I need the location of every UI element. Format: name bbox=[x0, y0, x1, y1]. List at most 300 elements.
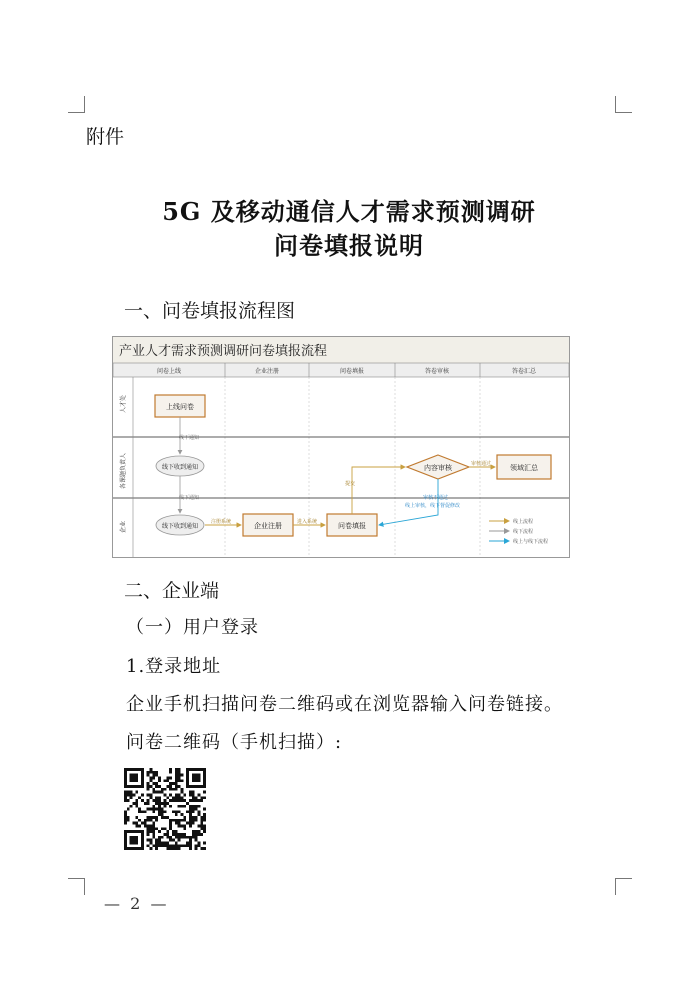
qr-module bbox=[127, 816, 130, 819]
qr-module bbox=[166, 847, 169, 850]
qr-module bbox=[149, 816, 152, 819]
qr-module bbox=[147, 808, 150, 811]
col-header-register: 企业注册 bbox=[254, 368, 280, 375]
qr-module bbox=[175, 810, 178, 813]
qr-module bbox=[175, 836, 178, 839]
qr-module bbox=[169, 847, 172, 850]
qr-module bbox=[166, 830, 169, 833]
qr-module bbox=[152, 816, 155, 819]
lane-label-lead: 各课题负责人 bbox=[120, 452, 127, 489]
qr-module bbox=[175, 833, 178, 836]
qr-module bbox=[178, 810, 181, 813]
qr-module bbox=[158, 839, 161, 842]
qr-module bbox=[144, 825, 147, 828]
qr-module bbox=[186, 802, 189, 805]
qr-module bbox=[152, 788, 155, 791]
qr-module bbox=[181, 799, 184, 802]
qr-module bbox=[141, 822, 144, 825]
qr-module bbox=[198, 830, 201, 833]
qr-module bbox=[169, 822, 172, 825]
qr-module bbox=[181, 788, 184, 791]
qr-module bbox=[135, 816, 138, 819]
qr-module bbox=[147, 771, 150, 774]
qr-module bbox=[166, 785, 169, 788]
flowchart bbox=[112, 336, 570, 558]
qr-module bbox=[161, 844, 164, 847]
qr-module bbox=[155, 782, 158, 785]
qr-module bbox=[135, 805, 138, 808]
qr-module bbox=[144, 822, 147, 825]
qr-module bbox=[183, 836, 186, 839]
qr-module bbox=[149, 785, 152, 788]
qr-module bbox=[147, 816, 150, 819]
qr-module bbox=[186, 836, 189, 839]
qr-module bbox=[149, 825, 152, 828]
qr-module bbox=[195, 796, 198, 799]
qr-module bbox=[178, 785, 181, 788]
qr-module bbox=[166, 836, 169, 839]
qr-module bbox=[203, 825, 206, 828]
qr-module bbox=[178, 805, 181, 808]
qr-module bbox=[164, 827, 167, 830]
qr-module bbox=[152, 782, 155, 785]
qr-module bbox=[124, 793, 127, 796]
edge-label-offline1: 线下通知 bbox=[179, 435, 200, 441]
col-header-review: 答卷审核 bbox=[424, 368, 450, 375]
qr-module bbox=[135, 799, 138, 802]
qr-finder bbox=[130, 774, 138, 782]
corner-mark-bottom-right bbox=[615, 878, 632, 895]
qr-module bbox=[138, 810, 141, 813]
qr-module bbox=[166, 842, 169, 845]
qr-module bbox=[158, 844, 161, 847]
qr-module bbox=[149, 819, 152, 822]
qr-module bbox=[178, 793, 181, 796]
qr-module bbox=[141, 799, 144, 802]
qr-module bbox=[178, 839, 181, 842]
qr-module bbox=[149, 839, 152, 842]
qr-module bbox=[192, 819, 195, 822]
qr-module bbox=[189, 839, 192, 842]
qr-module bbox=[183, 805, 186, 808]
qr-module bbox=[164, 842, 167, 845]
qr-module bbox=[175, 822, 178, 825]
qr-module bbox=[192, 830, 195, 833]
qr-module bbox=[203, 847, 206, 850]
qr-module bbox=[169, 827, 172, 830]
qr-module bbox=[178, 774, 181, 777]
qr-module bbox=[152, 799, 155, 802]
qr-module bbox=[158, 791, 161, 794]
qr-module bbox=[189, 791, 192, 794]
qr-module bbox=[124, 813, 127, 816]
qr-module bbox=[155, 771, 158, 774]
qr-module bbox=[186, 844, 189, 847]
qr-module bbox=[181, 836, 184, 839]
qr-module bbox=[152, 827, 155, 830]
qr-module bbox=[158, 842, 161, 845]
qr-module bbox=[169, 768, 172, 771]
qr-module bbox=[124, 796, 127, 799]
qr-module bbox=[161, 813, 164, 816]
qr-module bbox=[152, 830, 155, 833]
qr-module bbox=[172, 830, 175, 833]
qr-module bbox=[203, 842, 206, 845]
qr-module bbox=[164, 788, 167, 791]
qr-module bbox=[192, 836, 195, 839]
qr-module bbox=[203, 796, 206, 799]
qr-module bbox=[192, 810, 195, 813]
qr-module bbox=[172, 796, 175, 799]
qr-module bbox=[186, 822, 189, 825]
qr-module bbox=[169, 771, 172, 774]
qr-module bbox=[130, 796, 133, 799]
qr-module bbox=[169, 819, 172, 822]
qr-module bbox=[203, 813, 206, 816]
qr-module bbox=[149, 771, 152, 774]
qr-module bbox=[135, 791, 138, 794]
qr-module bbox=[181, 779, 184, 782]
qr-module bbox=[138, 825, 141, 828]
qr-module bbox=[149, 793, 152, 796]
qr-module bbox=[178, 771, 181, 774]
qr-module bbox=[203, 791, 206, 794]
qr-module bbox=[164, 793, 167, 796]
qr-module bbox=[178, 836, 181, 839]
qr-module bbox=[195, 816, 198, 819]
qr-module bbox=[166, 779, 169, 782]
qr-module bbox=[175, 847, 178, 850]
qr-module bbox=[132, 822, 135, 825]
qr-module bbox=[172, 782, 175, 785]
edge-fill-review bbox=[352, 467, 405, 514]
qr-module bbox=[124, 799, 127, 802]
qr-module bbox=[155, 774, 158, 777]
qr-module bbox=[152, 774, 155, 777]
qr-module bbox=[181, 844, 184, 847]
qr-module bbox=[152, 833, 155, 836]
qr-module bbox=[144, 819, 147, 822]
qr-module bbox=[166, 816, 169, 819]
qr-module bbox=[124, 819, 127, 822]
qr-module bbox=[172, 847, 175, 850]
qr-module bbox=[164, 844, 167, 847]
qr-module bbox=[175, 819, 178, 822]
qr-module bbox=[164, 805, 167, 808]
qr-module bbox=[132, 793, 135, 796]
qr-module bbox=[203, 827, 206, 830]
qr-module bbox=[189, 810, 192, 813]
qr-module bbox=[198, 844, 201, 847]
qr-module bbox=[124, 822, 127, 825]
qr-module bbox=[195, 833, 198, 836]
paragraph-instruction: 企业手机扫描问卷二维码或在浏览器输入问卷链接。 bbox=[126, 694, 563, 715]
legend-mixed: 线上与线下流程 bbox=[513, 539, 549, 545]
qr-module bbox=[192, 793, 195, 796]
qr-module bbox=[195, 799, 198, 802]
qr-module bbox=[147, 825, 150, 828]
paragraph-qr-label: 问卷二维码（手机扫描）: bbox=[126, 732, 343, 753]
qr-module bbox=[192, 791, 195, 794]
edge-review-fill bbox=[379, 479, 438, 525]
attachment-label: 附件 bbox=[86, 126, 125, 148]
qr-module bbox=[169, 782, 172, 785]
qr-module bbox=[124, 791, 127, 794]
qr-module bbox=[198, 842, 201, 845]
qr-module bbox=[152, 822, 155, 825]
qr-module bbox=[181, 813, 184, 816]
qr-module bbox=[152, 805, 155, 808]
qr-module bbox=[178, 779, 181, 782]
qr-module bbox=[166, 776, 169, 779]
qr-module bbox=[186, 842, 189, 845]
edge-label-fail: 审核不通过 bbox=[423, 495, 449, 501]
qr-module bbox=[175, 830, 178, 833]
qr-module bbox=[169, 805, 172, 808]
qr-module bbox=[189, 822, 192, 825]
qr-module bbox=[155, 819, 158, 822]
qr-module bbox=[189, 836, 192, 839]
qr-module bbox=[178, 799, 181, 802]
qr-finder bbox=[192, 774, 200, 782]
qr-module bbox=[158, 796, 161, 799]
qr-module bbox=[149, 827, 152, 830]
qr-module bbox=[132, 802, 135, 805]
qr-module bbox=[192, 822, 195, 825]
node-notify-lead-label: 线下收到通知 bbox=[161, 464, 199, 471]
qr-module bbox=[147, 844, 150, 847]
qr-module bbox=[169, 776, 172, 779]
qr-module bbox=[147, 830, 150, 833]
edge-label-offline2: 线下通知 bbox=[179, 495, 200, 501]
lane-label-enterprise: 企业 bbox=[120, 520, 127, 533]
qr-module bbox=[161, 827, 164, 830]
section2-heading: 二、企业端 bbox=[124, 580, 220, 602]
qr-module bbox=[144, 802, 147, 805]
qr-module bbox=[183, 833, 186, 836]
qr-module bbox=[175, 844, 178, 847]
node-register-label: 企业注册 bbox=[254, 522, 282, 530]
node-review-label: 内容审核 bbox=[424, 464, 452, 472]
qr-module bbox=[195, 830, 198, 833]
qr-module bbox=[200, 827, 203, 830]
qr-module bbox=[147, 793, 150, 796]
qr-module bbox=[149, 796, 152, 799]
qr-module bbox=[158, 779, 161, 782]
qr-module bbox=[155, 844, 158, 847]
qr-module bbox=[175, 785, 178, 788]
qr-module bbox=[147, 827, 150, 830]
qr-module bbox=[127, 799, 130, 802]
node-launch-label: 上线问卷 bbox=[166, 403, 194, 411]
qr-module bbox=[181, 791, 184, 794]
qr-module bbox=[178, 833, 181, 836]
qr-module bbox=[130, 793, 133, 796]
qr-module bbox=[195, 844, 198, 847]
corner-mark-top-right bbox=[615, 96, 632, 113]
qr-finder bbox=[130, 836, 138, 844]
qr-module bbox=[181, 819, 184, 822]
qr-module bbox=[195, 805, 198, 808]
qr-module bbox=[172, 819, 175, 822]
qr-module bbox=[155, 799, 158, 802]
qr-module bbox=[158, 802, 161, 805]
qr-module bbox=[164, 799, 167, 802]
edge-label-enter-sys: 进入系统 bbox=[297, 519, 318, 525]
qr-module bbox=[200, 822, 203, 825]
qr-module bbox=[189, 813, 192, 816]
qr-module bbox=[127, 819, 130, 822]
qr-module bbox=[175, 776, 178, 779]
qr-module bbox=[149, 808, 152, 811]
qr-module bbox=[192, 805, 195, 808]
qr-module bbox=[175, 842, 178, 845]
qr-module bbox=[152, 825, 155, 828]
qr-module bbox=[147, 802, 150, 805]
qr-module bbox=[169, 839, 172, 842]
qr-module bbox=[189, 847, 192, 850]
qr-module bbox=[164, 802, 167, 805]
edge-label-pass: 审核通过 bbox=[471, 461, 492, 467]
qr-module bbox=[175, 768, 178, 771]
qr-module bbox=[155, 796, 158, 799]
qr-module bbox=[181, 833, 184, 836]
node-fill-label: 问卷填报 bbox=[338, 522, 366, 530]
qr-module bbox=[152, 836, 155, 839]
subsection1-heading: （一）用户登录 bbox=[126, 617, 259, 638]
qr-module bbox=[189, 799, 192, 802]
qr-module bbox=[198, 810, 201, 813]
qr-module bbox=[198, 805, 201, 808]
qr-module bbox=[203, 816, 206, 819]
col-header-summary: 答卷汇总 bbox=[511, 368, 537, 375]
qr-module bbox=[152, 776, 155, 779]
qr-module bbox=[195, 839, 198, 842]
qr-module bbox=[164, 833, 167, 836]
qr-module bbox=[189, 805, 192, 808]
qr-module bbox=[141, 810, 144, 813]
qr-module bbox=[189, 816, 192, 819]
qr-module bbox=[189, 819, 192, 822]
qr-module bbox=[161, 802, 164, 805]
qr-module bbox=[138, 808, 141, 811]
page-number: — 2 — bbox=[104, 894, 167, 913]
qr-module bbox=[152, 810, 155, 813]
qr-module bbox=[200, 819, 203, 822]
qr-module bbox=[172, 788, 175, 791]
qr-module bbox=[149, 768, 152, 771]
qr-module bbox=[149, 842, 152, 845]
qr-module bbox=[158, 830, 161, 833]
qr-module bbox=[149, 776, 152, 779]
qr-module bbox=[172, 810, 175, 813]
qr-module bbox=[175, 779, 178, 782]
qr-module bbox=[192, 808, 195, 811]
qr-module bbox=[198, 825, 201, 828]
qr-module bbox=[138, 796, 141, 799]
qr-module bbox=[183, 844, 186, 847]
qr-module bbox=[155, 839, 158, 842]
qr-module bbox=[178, 819, 181, 822]
qr-module bbox=[155, 802, 158, 805]
qr-module bbox=[175, 774, 178, 777]
qr-module bbox=[203, 808, 206, 811]
qr-module bbox=[161, 791, 164, 794]
qr-module bbox=[178, 796, 181, 799]
qr-module bbox=[200, 825, 203, 828]
qr-module bbox=[152, 791, 155, 794]
qr-module bbox=[161, 836, 164, 839]
qr-module bbox=[183, 825, 186, 828]
item1-heading: 1.登录地址 bbox=[126, 656, 222, 677]
corner-mark-bottom-left bbox=[68, 878, 85, 895]
qr-module bbox=[189, 844, 192, 847]
flowchart-title: 产业人才需求预测调研问卷填报流程 bbox=[119, 344, 328, 359]
col-header-launch: 问卷上线 bbox=[156, 368, 182, 375]
qr-module bbox=[200, 816, 203, 819]
qr-module bbox=[127, 793, 130, 796]
qr-module bbox=[183, 819, 186, 822]
qr-module bbox=[155, 842, 158, 845]
qr-module bbox=[155, 791, 158, 794]
qr-module bbox=[166, 802, 169, 805]
qr-module bbox=[178, 847, 181, 850]
qr-module bbox=[161, 816, 164, 819]
qr-module bbox=[164, 810, 167, 813]
qr-module bbox=[178, 825, 181, 828]
qr-module bbox=[152, 771, 155, 774]
qr-module bbox=[141, 793, 144, 796]
lane-label-talent: 人才处 bbox=[120, 394, 127, 413]
qr-module bbox=[172, 839, 175, 842]
qr-module bbox=[135, 802, 138, 805]
qr-module bbox=[175, 799, 178, 802]
qr-module bbox=[172, 799, 175, 802]
qr-module bbox=[161, 810, 164, 813]
corner-mark-top-left bbox=[68, 96, 85, 113]
qr-module bbox=[147, 788, 150, 791]
qr-module bbox=[124, 816, 127, 819]
qr-module bbox=[203, 819, 206, 822]
node-summary-label: 领域汇总 bbox=[510, 464, 538, 472]
qr-module bbox=[195, 808, 198, 811]
qr-module bbox=[149, 847, 152, 850]
edge-label-reg-link: 注册系统 bbox=[211, 519, 232, 525]
qr-module bbox=[135, 825, 138, 828]
qr-module bbox=[158, 776, 161, 779]
page-number-value: 2 bbox=[130, 894, 141, 913]
qr-module bbox=[161, 788, 164, 791]
qr-module bbox=[147, 785, 150, 788]
qr-module bbox=[127, 791, 130, 794]
qr-module bbox=[195, 819, 198, 822]
qr-module bbox=[158, 836, 161, 839]
qr-module bbox=[147, 839, 150, 842]
qr-module bbox=[200, 799, 203, 802]
qr-module bbox=[198, 813, 201, 816]
qr-module bbox=[189, 825, 192, 828]
qr-module bbox=[135, 822, 138, 825]
qr-module bbox=[195, 847, 198, 850]
qr-module bbox=[198, 799, 201, 802]
qr-code[interactable] bbox=[124, 768, 206, 850]
qr-module bbox=[175, 782, 178, 785]
qr-module bbox=[181, 774, 184, 777]
qr-module bbox=[161, 842, 164, 845]
col-header-fill: 问卷填报 bbox=[339, 368, 365, 375]
qr-module bbox=[158, 808, 161, 811]
qr-module bbox=[158, 810, 161, 813]
